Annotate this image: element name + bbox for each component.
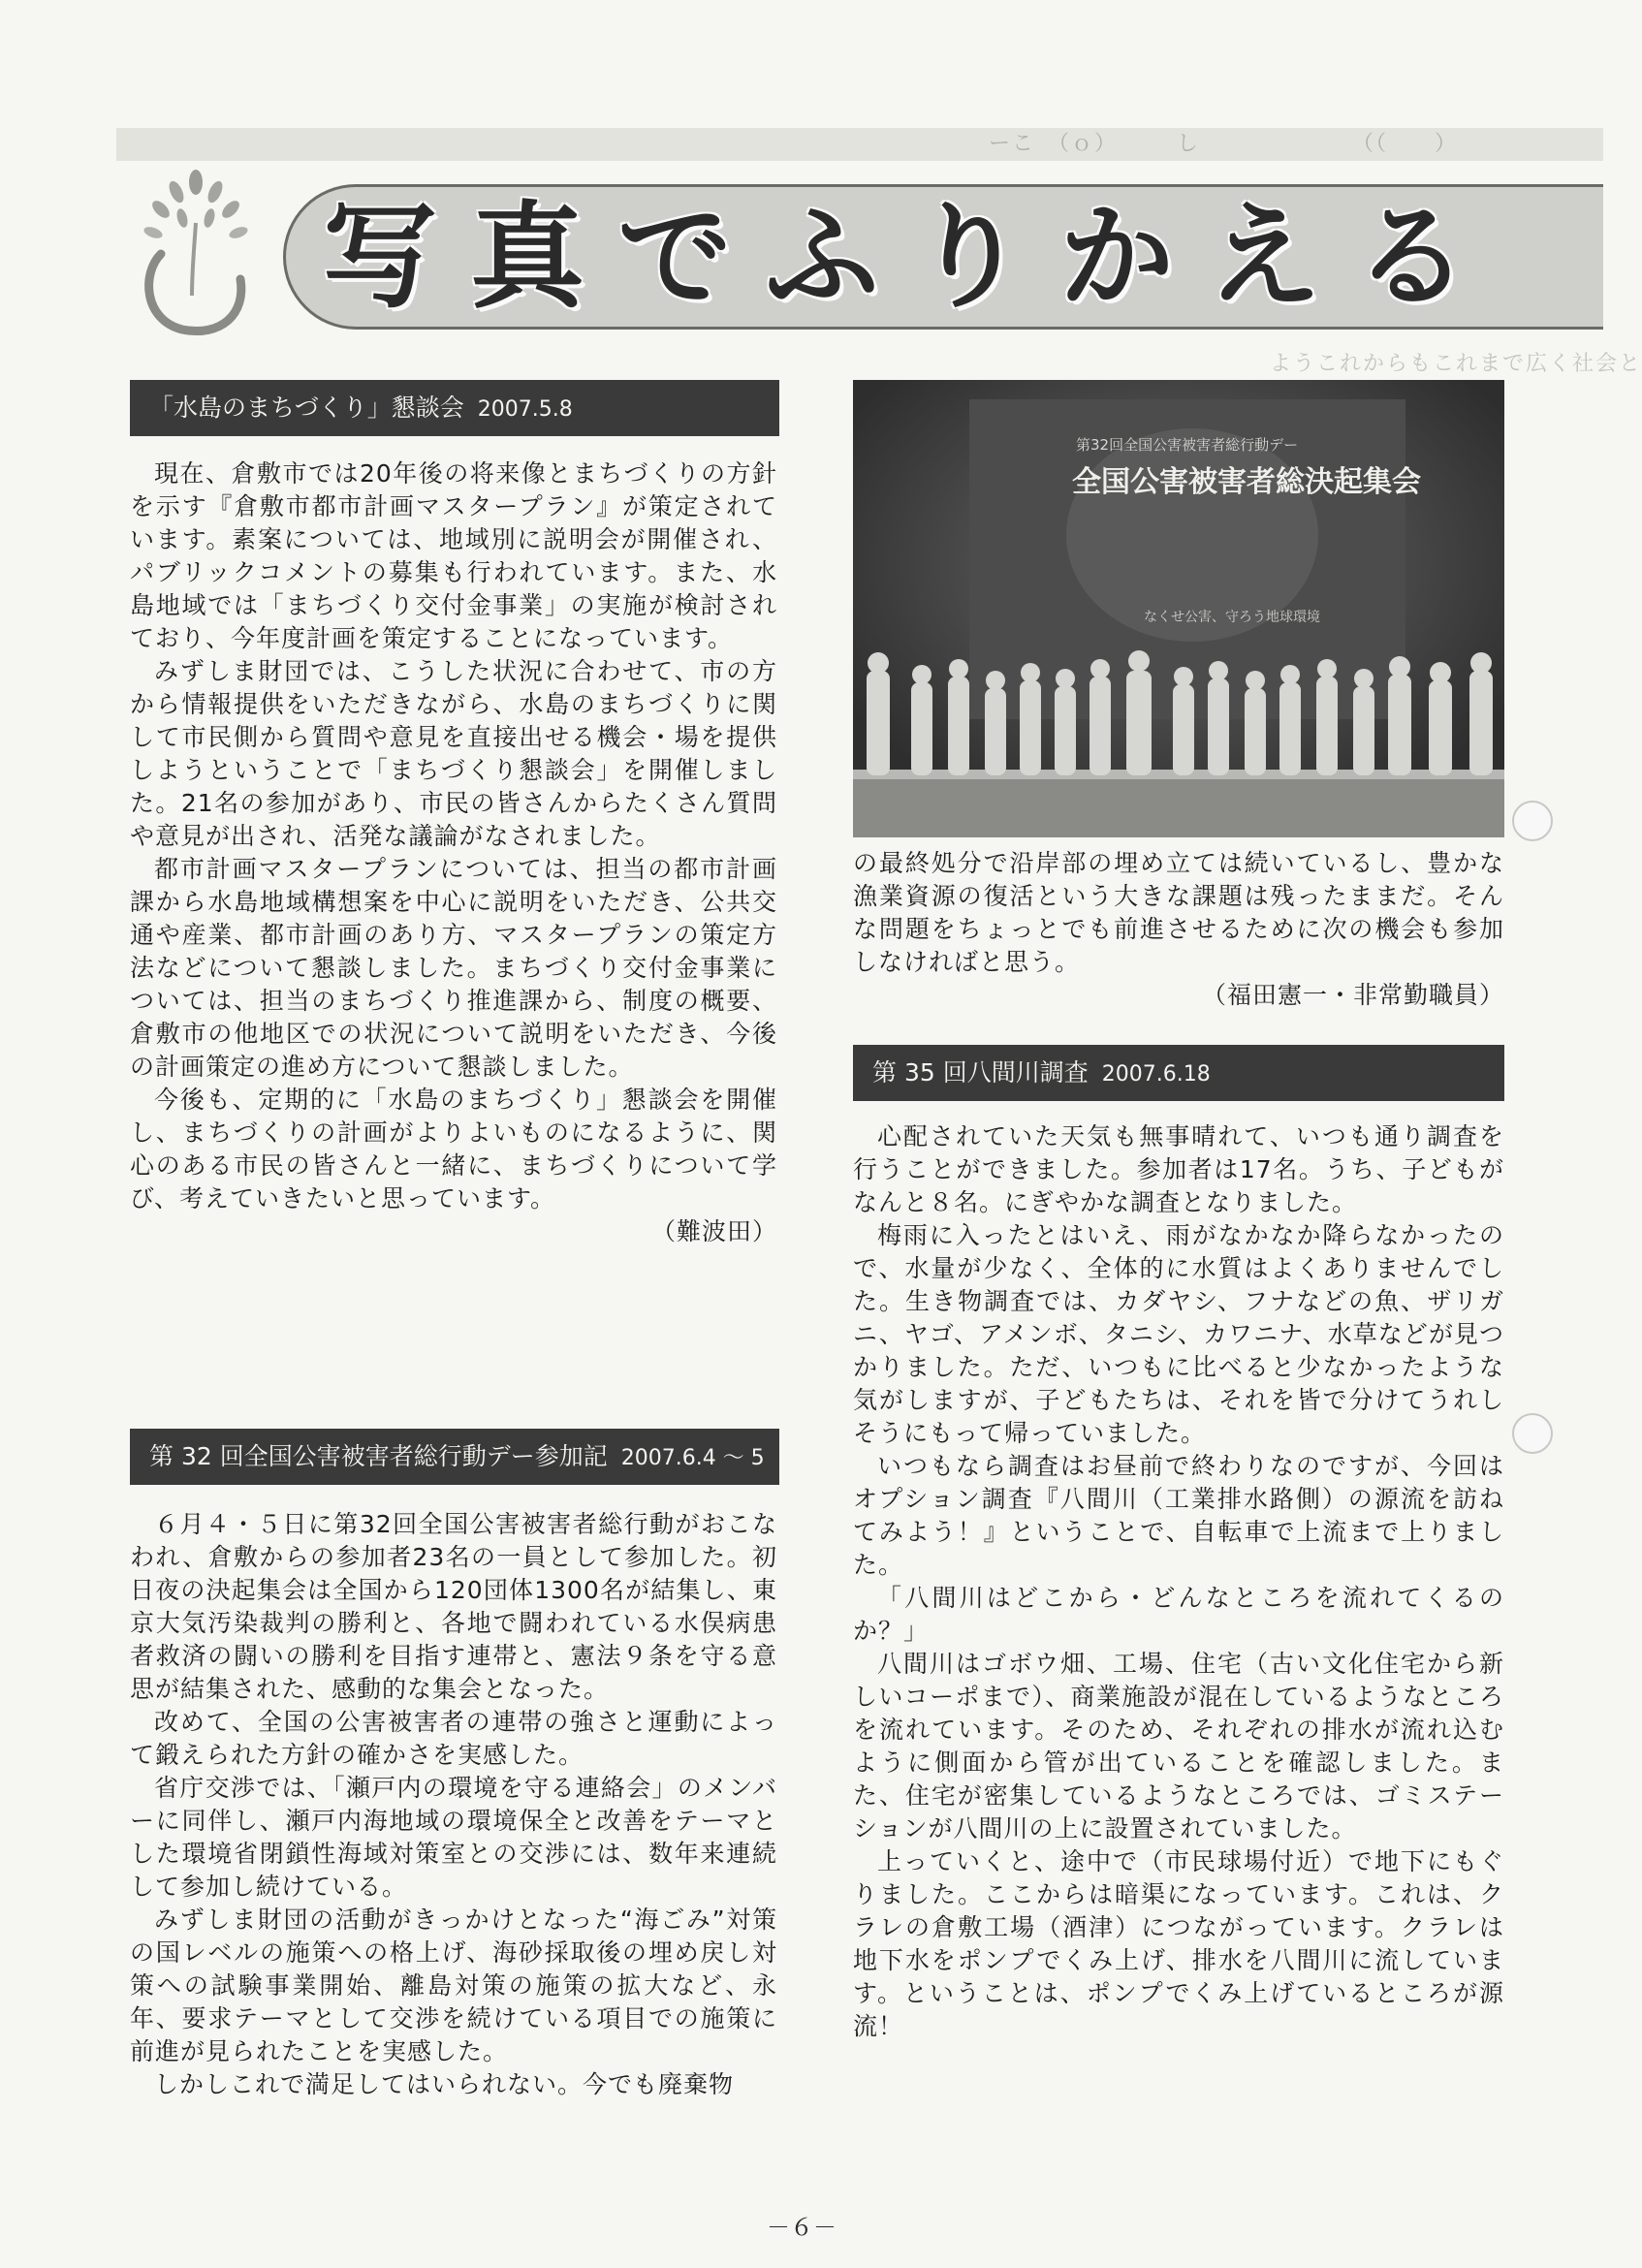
article1-paragraph: 現在、倉敷市では20年後の将来像とまちづくりの方針を示す『倉敷市都市計画マスタープラン』が策定されています。素案については、地域別に説明会が開催され、パブリックコメントの募集も行われています。また、水島地域では「まちづくり交付金事業」の実施が検討されており、今年度計画を策定することになっています。 <box>130 459 777 652</box>
article1-heading-bar <box>130 380 779 436</box>
article1-paragraph: 都市計画マスタープランについては、担当の都市計画課から水島地域構想案を中心に説明をいただき、公共交通や産業、都市計画のあり方、マスタープランの策定方法などについて懇談しました。まちづくり交付金事業については、担当のまちづくり推進課から、制度の概要、倉敷市の他地区での状況について説明をいただき、今後の計画策定の進め方について懇談しました。 <box>130 855 777 1081</box>
article3-heading-bar <box>853 1045 1504 1101</box>
article2-continuation-text: の最終処分で沿岸部の埋め立ては続いているし、豊かな漁業資源の復活という大きな課題は残ったままだ。そんな問題をちょっとでも前進させるために次の機会も参加しなければと思う。 <box>853 849 1504 976</box>
bleed-through-text: ようこれからもこれまで広く社会と <box>1270 352 1642 376</box>
event-photo <box>853 380 1504 837</box>
bleed-through-strip: ーこ （ｏ） し （（ ） <box>116 128 1603 161</box>
photo-banner-title: 全国公害被害者総決起集会 <box>1072 465 1421 499</box>
article3-paragraph: 「八間川はどこから・どんなところを流れてくるのか？」 <box>853 1584 1504 1645</box>
article1-paragraph: みずしま財団では、こうした状況に合わせて、市の方から情報提供をいただきながら、水島のまちづくりに関して市民側から質問や意見を直接出せる機会・場を提供しようということで「まちづくり懇談会」を開催しました。21名の参加があり、市民の皆さんからたくさん質問や意見が出され、活発な議論がなされました。 <box>130 657 777 850</box>
article2-date: 2007.6.4 ～ 5 <box>620 1446 765 1470</box>
article2-signature: （福田憲一・非常勤職員） <box>1201 981 1504 1009</box>
article1-body <box>130 457 777 1248</box>
photo-banner-slogan: なくせ公害、守ろう地球環境 <box>1144 610 1320 625</box>
photo-banner-event: 第32回全国公害被害者総行動デー <box>1076 436 1299 454</box>
article2-paragraph: みずしま財団の活動がきっかけとなった“海ごみ”対策の国レベルの施策への格上げ、海砂採取後の埋め戻し対策への試験事業開始、離島対策の施策の拡大など、永年、要求テーマとして交渉を続けている項目での施策に前進が見られたことを実感した。 <box>130 1906 777 2065</box>
article1-heading: 「水島のまちづくり」懇談会 <box>149 394 464 422</box>
article1-signature: （難波田） <box>650 1217 777 1245</box>
article2-paragraph: 改めて、全国の公害被害者の連帯の強さと運動によって鍛えられた方針の確かさを実感した。 <box>130 1708 777 1769</box>
article2-continuation <box>853 847 1504 1012</box>
binder-hole <box>1512 801 1553 841</box>
article2-heading-bar <box>130 1429 779 1485</box>
article2-paragraph: 省庁交渉では、「瀬戸内の環境を守る連絡会」のメンバーに同伴し、瀬戸内海地域の環境保全と改善をテーマとした環境省閉鎖性海域対策室との交渉には、数年来連続して参加し続けている。 <box>130 1774 777 1901</box>
article3-paragraph: 八間川はゴボウ畑、工場、住宅（古い文化住宅から新しいコーポまで）、商業施設が混在しているようなところを流れています。そのため、それぞれの排水が流れ込むように側面から管が出ていることを確認しました。また、住宅が密集しているようなところでは、ゴミステーションが八間川の上に設置されていました。 <box>853 1650 1504 1843</box>
article2-body <box>130 1508 777 2101</box>
article2-paragraph: ６月４・５日に第32回全国公害被害者総行動がおこなわれ、倉敷からの参加者23名の一員として参加した。初日夜の決起集会は全国から120団体1300名が結集し、東京大気汚染裁判の勝利と、各地で闘われている水俣病患者救済の闘いの勝利を目指す連帯と、憲法９条を守る意思が結集された、感動的な集会となった。 <box>130 1510 777 1703</box>
page-number: －６－ <box>767 2214 837 2241</box>
page-title: 写真でふりかえる <box>323 190 1502 324</box>
article3-paragraph: 上っていくと、途中で（市民球場付近）で地下にもぐりました。ここからは暗渠になっています。これは、クラレの倉敷工場（酒津）につながっています。クラレは地下水をポンプでくみ上げ、排水を八間川に流しています。ということは、ポンプでくみ上げているところが源流！ <box>853 1847 1504 2040</box>
article1-paragraph: 今後も、定期的に「水島のまちづくり」懇談会を開催し、まちづくりの計画がよりよいものになるように、関心のある市民の皆さんと一緒に、まちづくりについて学び、考えていきたいと思っています。 <box>130 1086 777 1213</box>
article3-heading: 第 35 回八間川調査 <box>872 1058 1089 1087</box>
article3-body <box>853 1120 1504 2043</box>
article3-date: 2007.6.18 <box>1101 1062 1211 1087</box>
article2-heading: 第 32 回全国公害被害者総行動デー参加記 <box>149 1442 608 1470</box>
tree-logo-icon <box>126 165 271 339</box>
article3-paragraph: いつもなら調査はお昼前で終わりなのですが、今回はオプション調査『八間川（工業排水路側）の源流を訪ねてみよう！』ということで、自転車で上流まで上りました。 <box>853 1452 1504 1579</box>
article1-date: 2007.5.8 <box>477 397 573 422</box>
article3-paragraph: 心配されていた天気も無事晴れて、いつも通り調査を行うことができました。参加者は17名。うち、子どもがなんと８名。にぎやかな調査となりました。 <box>853 1122 1504 1216</box>
article2-paragraph: しかしこれで満足してはいられない。今でも廃棄物 <box>154 2070 735 2098</box>
binder-hole <box>1512 1413 1553 1454</box>
title-banner <box>283 184 1603 330</box>
article3-paragraph: 梅雨に入ったとはいえ、雨がなかなか降らなかったので、水量が少なく、全体的に水質はよくありませんでした。生き物調査では、カダヤシ、フナなどの魚、ザリガニ、ヤゴ、アメンボ、タニシ、カワニナ、水草などが見つかりました。ただ、いつもに比べると少なかったような気がしますが、子どもたちは、それを皆で分けてうれしそうにもって帰っていました。 <box>853 1221 1504 1447</box>
